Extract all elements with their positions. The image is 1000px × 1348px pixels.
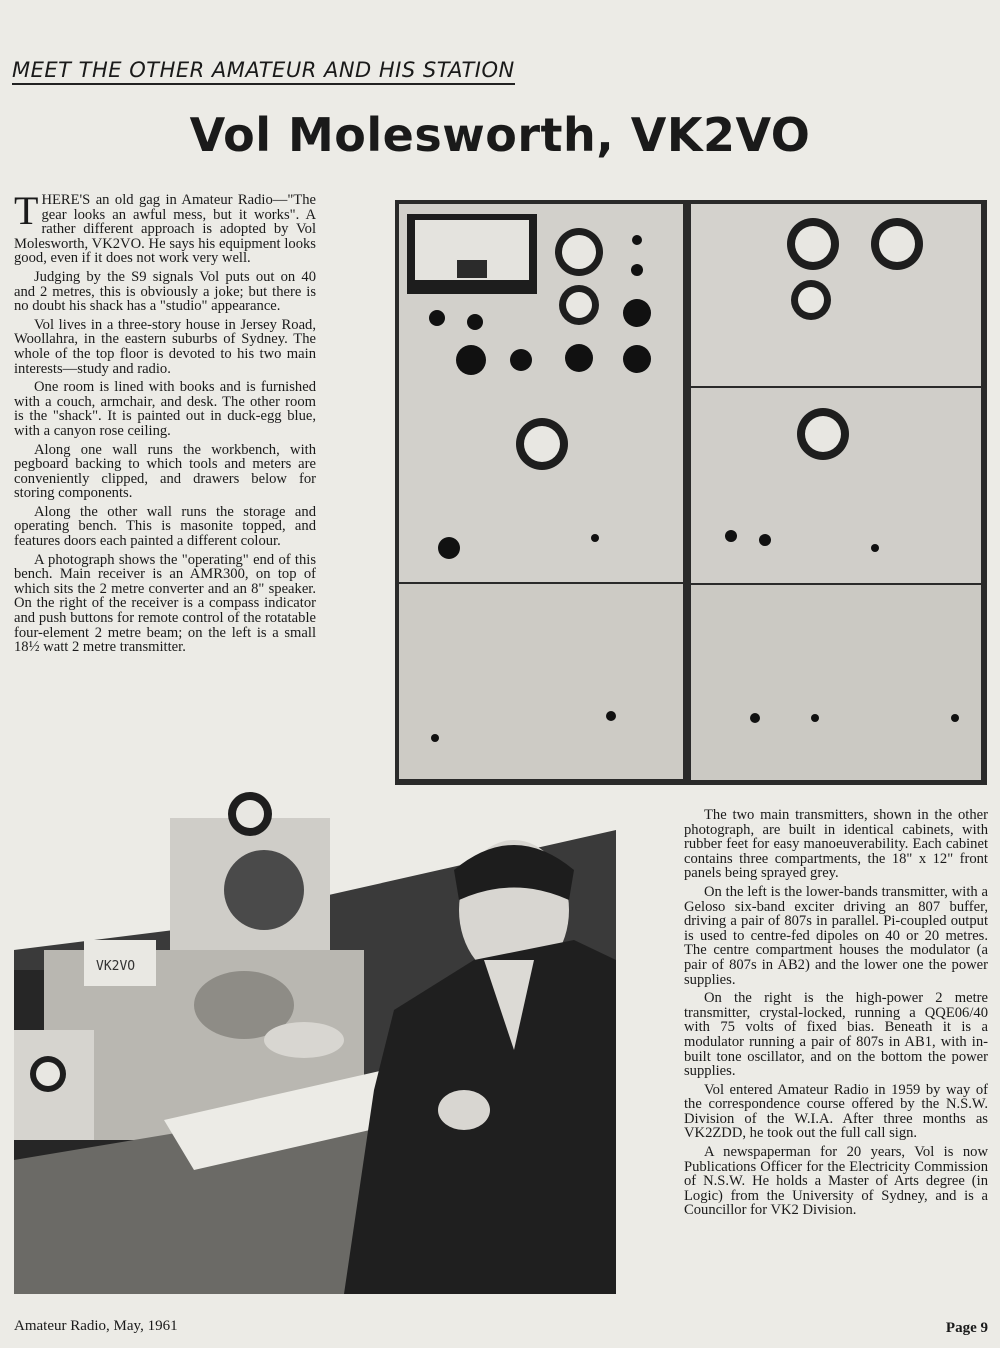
paragraph: Vol lives in a three-story house in Jersey Road, Woollahra, in the eastern suburbs of Sydney. The whole of the top floor is devoted to his two main interests—study and radio. [14, 316, 316, 377]
publication-footer: Amateur Radio, May, 1961 [14, 1318, 178, 1334]
transmitter-cabinets-photo [395, 200, 987, 785]
paragraph: Along one wall runs the workbench, with pegboard backing to which tools and meters are conveniently clipped, and drawers below for storing components. [14, 441, 316, 502]
paragraph: A photograph shows the "operating" end of this bench. Main receiver is an AMR300, on top of which sits the 2 metre converter and an 8" speaker. On the right of the receiver is a compass indicator and push buttons for remote control of the rotatable four-element 2 metre beam; on the left is a small 18½ watt 2 metre transmitter. [14, 551, 316, 656]
paragraph: One room is lined with books and is furnished with a couch, armchair, and desk. The other room is the "shack". It is painted out in duck-egg blue, with a canyon rose ceiling. [14, 379, 316, 439]
paragraph: The two main transmitters, shown in the other photograph, are built in identical cabinets, with rubber feet for easy manoeuverability. Each cabinet contains three compartments, the 18" x 12" front panels being sprayed grey. [684, 807, 988, 882]
paragraph: Along the other wall runs the storage and operating bench. This is masonite topped, and features doors each painted a different colour. [14, 503, 316, 550]
paragraph: THERE'S an old gag in Amateur Radio—"The gear looks an awful mess, but it works". A rather different approach is adopted by Vol Molesworth, VK2VO. He says his equipment looks good, even if it does not work very well. [14, 188, 316, 267]
operator-station-photo [14, 790, 616, 1294]
drop-cap: T [14, 188, 39, 233]
left-column-text [14, 188, 316, 659]
paragraph: Vol entered Amateur Radio in 1959 by way of the correspondence course offered by the N.S.W. Division of the W.I.A. After three months as VK2ZDD, he took out the full call sign. [684, 1081, 988, 1142]
right-column-text [684, 808, 988, 1222]
paragraph: On the right is the high-power 2 metre transmitter, crystal-locked, running a QQE06/40 with 75 volts of fixed bias. Beneath it is a modulator running a pair of 807s in AB1, with in-built tone oscillator, and on the bottom the power supplies. [684, 990, 988, 1080]
section-header: MEET THE OTHER AMATEUR AND HIS STATION [12, 58, 515, 85]
vk2vo-card-label: VK2VO [96, 959, 136, 974]
paragraph: Judging by the S9 signals Vol puts out on 40 and 2 metres, this is obviously a joke; but there is no doubt his shack has a "studio" appearance. [14, 268, 316, 315]
paragraph: A newspaperman for 20 years, Vol is now Publications Officer for the Electricity Commission of N.S.W. He holds a Master of Arts degree (in Logic) from the University of Sydney, and is a Councillor for VK2 Division. [684, 1144, 988, 1219]
page-number: Page 9 [945, 1320, 988, 1336]
article-title: Vol Molesworth, VK2VO [189, 108, 811, 162]
paragraph: On the left is the lower-bands transmitter, with a Geloso six-band exciter driving an 807 buffer, driving a pair of 807s in parallel. Pi-coupled output is used to centre-fed dipoles on 40 or 20 metres. The centre compartment houses the modulator (a pair of 807s in AB2) and the lower one the power supplies. [684, 883, 988, 988]
